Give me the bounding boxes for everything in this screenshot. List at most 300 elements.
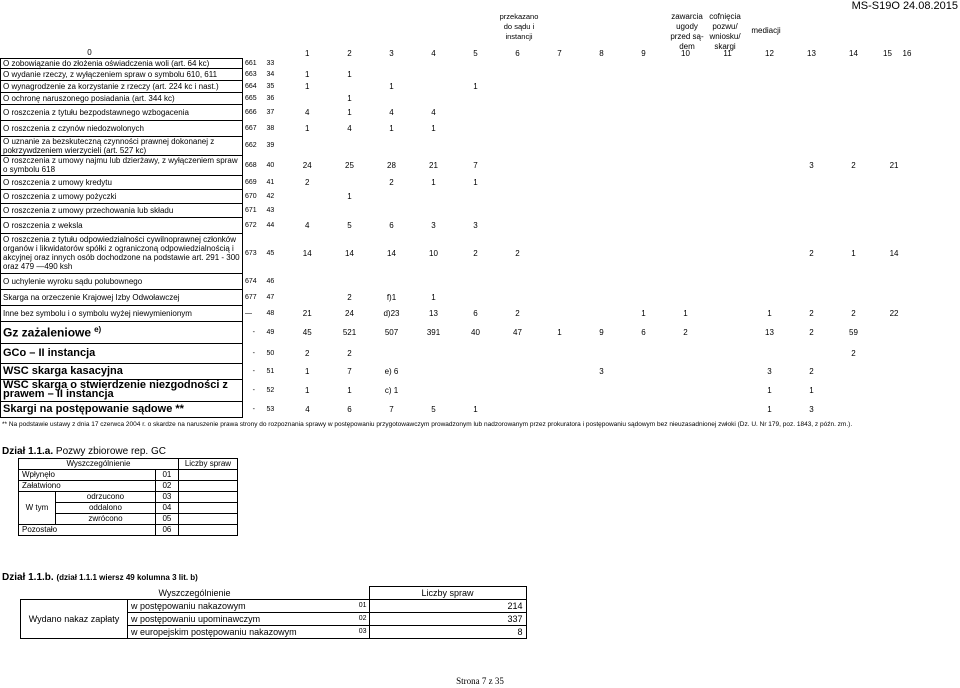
cell-value — [875, 203, 901, 217]
row-number: 41 — [266, 178, 275, 186]
cell-value: 2 — [809, 248, 814, 258]
cell-value — [329, 136, 371, 155]
column-number: 7 — [557, 48, 562, 58]
row-value — [178, 503, 237, 514]
cell-value — [455, 189, 497, 203]
cell-value — [497, 289, 539, 305]
cell-value — [791, 120, 833, 136]
row-label: O uznanie za bezskuteczną czynności prawnej dokonanej z pokrzywdzeniem wierzycieli (art. 527 kc) — [1, 136, 243, 155]
cell-value — [497, 175, 539, 189]
cell-value: 521 — [342, 327, 357, 337]
cell-value — [455, 363, 497, 379]
header-text: ugody — [676, 22, 698, 31]
header-count: Liczby spraw — [178, 459, 237, 470]
cell-value — [581, 68, 623, 80]
header-text: przekazano — [499, 12, 539, 21]
row-number: 53 — [266, 405, 275, 413]
row-number: 36 — [266, 94, 275, 102]
cell-value — [791, 80, 833, 92]
cell-value — [581, 401, 623, 417]
row-label-text: Skargi na postępowanie sądowe ** — [3, 402, 184, 415]
row-label: odrzucono — [56, 492, 156, 503]
cell-value: 1 — [431, 123, 436, 133]
cell-value: 40 — [471, 327, 480, 337]
row-number: 51 — [266, 367, 275, 375]
cell-value — [497, 120, 539, 136]
row-label: O roszczenia z tytułu bezpodstawnego wzbogacenia — [1, 104, 243, 120]
cell-value — [875, 401, 901, 417]
row-symbol: - — [252, 349, 255, 357]
cell-value — [581, 379, 623, 401]
cell-value — [287, 289, 329, 305]
cell-value — [371, 203, 413, 217]
cell-value — [875, 189, 901, 203]
cell-value: e) 6 — [384, 366, 399, 376]
column-number: 4 — [431, 48, 436, 58]
cell-value — [665, 189, 707, 203]
cell-value — [875, 104, 901, 120]
cell-value — [497, 92, 539, 104]
cell-value — [581, 189, 623, 203]
row-number: 04 — [155, 503, 178, 514]
cell-value — [581, 104, 623, 120]
cell-value — [623, 104, 665, 120]
cell-value — [497, 104, 539, 120]
column-number: 1 — [305, 48, 310, 58]
cell-value — [371, 58, 413, 68]
table-row — [1, 68, 914, 80]
cell-value — [791, 217, 833, 233]
table-row-bold — [1, 321, 914, 343]
cell-value — [707, 401, 749, 417]
cell-value: 5 — [347, 220, 352, 230]
row-symbol: 664 — [245, 82, 257, 90]
cell-value: 10 — [429, 248, 438, 258]
cell-value: 2 — [809, 327, 814, 337]
cell-value: 4 — [305, 107, 310, 117]
cell-value: 14 — [889, 248, 899, 258]
cell-value — [665, 217, 707, 233]
cell-value: 3 — [809, 404, 814, 414]
row-value: 214 — [369, 600, 526, 613]
cell-value — [539, 343, 581, 363]
cell-value — [413, 58, 455, 68]
cell-value — [791, 189, 833, 203]
cell-value — [623, 92, 665, 104]
header-col12 — [746, 26, 786, 36]
cell-value — [707, 363, 749, 379]
cell-value — [749, 233, 791, 273]
cell-value — [539, 155, 581, 175]
cell-value: 1 — [305, 81, 310, 91]
row-label-text: WSC skarga o stwierdzenie niezgodności z prawem – II instancja — [3, 379, 228, 400]
cell-value: 21 — [429, 160, 438, 170]
cell-value — [665, 68, 707, 80]
row-number: 39 — [266, 142, 275, 149]
cell-value — [833, 289, 875, 305]
cell-value — [833, 175, 875, 189]
cell-value: 507 — [384, 327, 399, 337]
row-number: 01 — [358, 602, 367, 609]
cell-value — [749, 58, 791, 68]
cell-value — [707, 92, 749, 104]
cell-value — [665, 379, 707, 401]
cell-value — [371, 136, 413, 155]
cell-value: 2 — [347, 348, 352, 358]
cell-value: 6 — [473, 308, 478, 318]
cell-value — [623, 189, 665, 203]
cell-value — [707, 58, 749, 68]
row-label-text: w postępowaniu nakazowym — [131, 601, 246, 611]
header-spec: Wyszczególnienie — [19, 459, 179, 470]
cell-value — [791, 203, 833, 217]
cell-value — [833, 68, 875, 80]
cell-value — [875, 321, 901, 343]
cell-value — [455, 104, 497, 120]
cell-value: 2 — [809, 308, 814, 318]
cell-value — [623, 136, 665, 155]
cell-value: 1 — [683, 308, 688, 318]
cell-value: 14 — [387, 248, 396, 258]
cell-value: 28 — [387, 160, 396, 170]
row-number: 02 — [358, 615, 367, 622]
row-number: 03 — [155, 492, 178, 503]
cell-value — [581, 80, 623, 92]
cell-value — [791, 273, 833, 289]
row-label — [128, 626, 370, 639]
cell-value — [623, 58, 665, 68]
cell-value — [875, 120, 901, 136]
row-label: O wydanie rzeczy, z wyłączeniem spraw o symbolu 610, 611 — [1, 68, 243, 80]
cell-value — [371, 189, 413, 203]
row-symbol: 662 — [245, 142, 257, 149]
section-number: Dział 1.1.a. — [2, 446, 54, 457]
cell-value — [497, 401, 539, 417]
cell-value: 24 — [302, 160, 312, 170]
row-label: O zobowiązanie do złożenia oświadczenia woli (art. 64 kc) — [1, 58, 243, 68]
cell-value — [581, 120, 623, 136]
row-symbol: 677 — [245, 293, 257, 301]
cell-value: 2 — [851, 308, 856, 318]
header-text: przed są- — [670, 32, 704, 41]
table-row — [1, 104, 914, 120]
cell-value: 59 — [849, 327, 858, 337]
cell-value — [665, 92, 707, 104]
cell-value — [581, 343, 623, 363]
row-label: O wynagrodzenie za korzystanie z rzeczy (art. 224 kc i nast.) — [1, 80, 243, 92]
cell-value — [623, 175, 665, 189]
row-label: O ochronę naruszonego posiadania (art. 344 kc) — [1, 92, 243, 104]
cell-value: 3 — [599, 366, 604, 376]
cell-value: 13 — [429, 308, 438, 318]
column-number: 8 — [599, 48, 604, 58]
row-number: 01 — [155, 470, 178, 481]
cell-value — [581, 175, 623, 189]
row-number: 40 — [266, 161, 275, 169]
cell-value — [875, 289, 901, 305]
cell-value: 1 — [305, 69, 310, 79]
table-row — [1, 175, 914, 189]
row-number: 34 — [266, 70, 275, 78]
cell-value — [539, 80, 581, 92]
cell-value — [875, 363, 901, 379]
row-value: 337 — [369, 613, 526, 626]
cell-value — [665, 175, 707, 189]
cell-value — [497, 343, 539, 363]
header-text: skargi — [714, 42, 736, 51]
cell-value — [497, 189, 539, 203]
row-symbol: 666 — [245, 108, 257, 116]
cell-value — [539, 92, 581, 104]
cell-value — [455, 92, 497, 104]
row-number: 06 — [155, 525, 178, 536]
cell-value — [539, 120, 581, 136]
cell-value — [455, 273, 497, 289]
row-number: 05 — [155, 514, 178, 525]
row-symbol: 671 — [245, 206, 257, 214]
cell-value — [497, 203, 539, 217]
row-label — [128, 600, 370, 613]
cell-value — [749, 136, 791, 155]
column-number: 14 — [849, 48, 858, 58]
cell-value — [455, 120, 497, 136]
cell-value — [833, 217, 875, 233]
row-label: O roszczenia z umowy pożyczki — [1, 189, 243, 203]
cell-value — [329, 58, 371, 68]
row-label: O roszczenia z umowy najmu lub dzierżawy, z wyłączeniem spraw o symbolu 618 — [1, 155, 243, 175]
cell-value: 14 — [302, 248, 312, 258]
cell-value: 1 — [473, 177, 478, 187]
row-symbol: 663 — [245, 70, 257, 78]
row-number: 42 — [266, 192, 275, 200]
cell-value — [329, 203, 371, 217]
cell-value — [623, 155, 665, 175]
cell-value — [665, 273, 707, 289]
cell-value — [581, 155, 623, 175]
cell-value: 2 — [473, 248, 478, 258]
cell-value — [623, 379, 665, 401]
table-row — [1, 273, 914, 289]
row-label: Załatwiono — [19, 481, 156, 492]
cell-value: 1 — [809, 385, 814, 395]
cell-value — [875, 92, 901, 104]
header-text: do sądu i — [503, 22, 535, 31]
cell-value — [833, 92, 875, 104]
cell-value: 1 — [347, 93, 352, 103]
cell-value — [707, 120, 749, 136]
row-label — [1, 379, 243, 401]
cell-value — [287, 189, 329, 203]
table-1-1-a — [18, 458, 238, 536]
row-symbol: 661 — [245, 59, 257, 67]
row-label-text: WSC skarga kasacyjna — [3, 364, 123, 377]
row-symbol: 674 — [245, 277, 257, 285]
cell-value: 2 — [347, 292, 352, 302]
section-number: Dział 1.1.b. — [2, 572, 54, 583]
cell-value: 9 — [599, 327, 604, 337]
cell-value — [875, 273, 901, 289]
main-statistics-table — [0, 48, 913, 418]
cell-value: 3 — [809, 160, 814, 170]
cell-value — [707, 305, 749, 321]
document-code: MS-S19O 24.08.2015 — [851, 0, 958, 12]
cell-value — [581, 273, 623, 289]
row-number: 52 — [266, 386, 275, 394]
cell-value: 1 — [557, 327, 562, 337]
row-symbol: - — [252, 367, 255, 375]
row-label: O roszczenia z umowy kredytu — [1, 175, 243, 189]
table-row — [1, 155, 914, 175]
cell-value — [539, 58, 581, 68]
row-value — [178, 514, 237, 525]
row-number: 47 — [266, 293, 275, 301]
table-row — [1, 203, 914, 217]
cell-value — [539, 273, 581, 289]
cell-value — [707, 189, 749, 203]
row-number: 03 — [358, 628, 367, 635]
cell-value — [833, 189, 875, 203]
row-number: 50 — [266, 349, 275, 357]
row-label — [1, 401, 243, 417]
cell-value: 1 — [641, 308, 646, 318]
row-number: 38 — [266, 124, 275, 132]
row-label: Skarga na orzeczenie Krajowej Izby Odwoławczej — [1, 289, 243, 305]
cell-value — [875, 175, 901, 189]
cell-value — [539, 68, 581, 80]
cell-value — [833, 401, 875, 417]
cell-value — [497, 136, 539, 155]
cell-value — [455, 58, 497, 68]
cell-value — [581, 58, 623, 68]
row-label: oddalono — [56, 503, 156, 514]
cell-value — [665, 363, 707, 379]
cell-value — [791, 136, 833, 155]
row-label — [1, 363, 243, 379]
cell-value: 4 — [347, 123, 352, 133]
cell-value: d)23 — [383, 308, 400, 318]
cell-value — [749, 217, 791, 233]
header-text: instancji — [505, 32, 533, 41]
row-symbol: 669 — [245, 178, 257, 186]
cell-value — [581, 305, 623, 321]
header-text: pozwu/ — [712, 22, 738, 31]
cell-value — [833, 120, 875, 136]
row-value: 8 — [369, 626, 526, 639]
cell-value: 1 — [347, 69, 352, 79]
cell-value: c) 1 — [384, 385, 399, 395]
cell-value — [329, 273, 371, 289]
cell-value — [665, 80, 707, 92]
cell-value: 1 — [389, 123, 394, 133]
cell-value — [623, 233, 665, 273]
cell-value: 24 — [345, 308, 354, 318]
cell-value: 21 — [889, 160, 899, 170]
table-row-bold — [1, 343, 914, 363]
cell-value — [539, 401, 581, 417]
cell-value: 6 — [641, 327, 646, 337]
cell-value — [791, 343, 833, 363]
cell-value — [539, 233, 581, 273]
table-row — [1, 136, 914, 155]
cell-value — [749, 155, 791, 175]
row-label — [1, 343, 243, 363]
cell-value: 2 — [809, 366, 814, 376]
cell-value — [497, 273, 539, 289]
header-spec: Wyszczególnienie — [21, 587, 370, 600]
cell-value — [665, 120, 707, 136]
cell-value — [791, 92, 833, 104]
header-count: Liczby spraw — [369, 587, 526, 600]
cell-value: 1 — [347, 107, 352, 117]
cell-value: 4 — [305, 220, 310, 230]
row-number: 35 — [266, 82, 275, 90]
cell-value — [749, 203, 791, 217]
cell-value — [665, 343, 707, 363]
cell-value: 1 — [431, 177, 436, 187]
cell-value — [707, 343, 749, 363]
row-number: 44 — [266, 221, 275, 229]
table-row — [1, 305, 914, 321]
cell-value: 7 — [389, 404, 394, 414]
cell-value — [623, 401, 665, 417]
cell-value — [791, 104, 833, 120]
cell-value — [665, 136, 707, 155]
cell-value: 6 — [347, 404, 352, 414]
cell-value — [455, 343, 497, 363]
cell-value — [833, 104, 875, 120]
table-row — [1, 217, 914, 233]
row-number: 43 — [266, 206, 275, 214]
cell-value — [623, 217, 665, 233]
row-label: O roszczenia z czynów niedozwolonych — [1, 120, 243, 136]
row-label: O roszczenia z umowy przechowania lub składu — [1, 203, 243, 217]
cell-value — [665, 401, 707, 417]
cell-value — [497, 379, 539, 401]
cell-value: 6 — [389, 220, 394, 230]
cell-value — [875, 343, 901, 363]
header-col6 — [495, 12, 543, 42]
table-row — [1, 92, 914, 104]
cell-value: 1 — [347, 191, 352, 201]
cell-value — [833, 58, 875, 68]
row-label: O uchylenie wyroku sądu polubownego — [1, 273, 243, 289]
cell-value — [581, 136, 623, 155]
cell-value — [749, 104, 791, 120]
cell-value — [665, 289, 707, 305]
cell-value — [413, 363, 455, 379]
row-value — [178, 492, 237, 503]
cell-value: 1 — [431, 292, 436, 302]
cell-value: f)1 — [386, 292, 397, 302]
row-value — [178, 525, 237, 536]
section-subtitle: (dział 1.1.1 wiersz 49 kolumna 3 lit. b) — [56, 573, 198, 582]
cell-value: 2 — [851, 160, 856, 170]
cell-value — [497, 363, 539, 379]
row-label: O roszczenia z weksla — [1, 217, 243, 233]
cell-value — [497, 58, 539, 68]
cell-value: 4 — [431, 107, 436, 117]
cell-value — [749, 80, 791, 92]
column-number: 11 — [723, 48, 732, 58]
cell-value — [707, 379, 749, 401]
cell-value — [455, 379, 497, 401]
table-row — [1, 233, 914, 273]
cell-value — [581, 92, 623, 104]
cell-value — [413, 189, 455, 203]
cell-value — [623, 203, 665, 217]
cell-value — [749, 92, 791, 104]
cell-value — [833, 136, 875, 155]
